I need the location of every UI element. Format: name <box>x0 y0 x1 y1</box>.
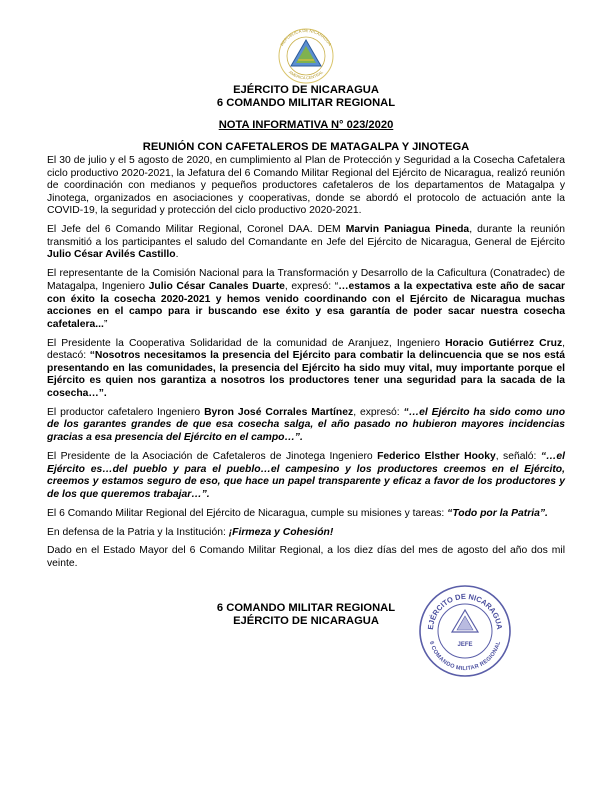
person-name: Julio César Avilés Castillo <box>47 249 176 261</box>
text-span: ” <box>103 318 108 330</box>
paragraph-5 <box>47 407 565 445</box>
motto: ¡Firmeza y Cohesión! <box>228 526 334 538</box>
paragraph-4 <box>47 338 565 401</box>
text-span: El productor cafetalero Ingeniero <box>47 406 205 418</box>
paragraph-9: Dado en el Estado Mayor del 6 Comando Militar Regional, a los diez días del mes de agosto del año dos mil veinte. <box>47 545 565 569</box>
signature-command: 6 COMANDO MILITAR REGIONAL <box>216 602 396 614</box>
person-name: Federico Elsther Hooky <box>377 450 496 462</box>
text-span: El Jefe del 6 Comando Militar Regional, Coronel DAA. DEM <box>47 224 346 236</box>
paragraph-1: El 30 de julio y el 5 agosto de 2020, en cumplimiento al Plan de Protección y Seguridad a la Cosecha Cafetalera ciclo productivo 2020-2021, la Jefatura del 6 Comando Militar Regional del Ejército de Nicaragua, realizó reunión de coordinación con medianos y pequeños productores cafetaleros de los departamentos de Matagalpa y Jinotega, organizados en asociaciones y cooperativas, donde se abordó el protocolo de actuación ante la COVID-19, la seguridad y protección del ciclo productivo 2020-2021. <box>47 155 565 217</box>
quote: …estamos a la expectativa este año de sacar con éxito la cosecha 2020-2021 y hemos venido coordinando con el Ejército de Nicaragua muchas acciones en el campo para ir buscando ese éxito y esa garantía de poder sacar nuestra cosecha cafetalera... <box>47 280 565 330</box>
text-span: , expresó: “ <box>284 280 339 292</box>
quote: “…el Ejército es…del pueblo y para el pueblo…el campesino y los productores creemos en el Ejército, creemos y estamos seguro de eso, que hace un papel transparente y eficaz a favor de los productores y de los que queremos trabajar…”. <box>47 450 565 500</box>
quote: “…el Ejército ha sido como uno de los garantes grandes de que esa cosecha salga, el año pasado no hubieron mayores incidencias gracias a esa presencia del Ejército en el campo…”. <box>47 406 566 444</box>
text-span: , durante la reunión transmitió a los participantes el saludo del Comandante en Jefe del Ejército de Nicaragua, General de Ejército <box>47 224 565 248</box>
text-span: , destacó: <box>47 337 566 362</box>
person-name: Marvin Paniagua Pineda <box>345 224 470 236</box>
text-span: El Presidente de la Asociación de Cafetaleros de Jinotega Ingeniero <box>47 450 378 462</box>
text-span: , señaló: <box>495 450 541 462</box>
header-army-name: EJÉRCITO DE NICARAGUA <box>233 84 379 96</box>
svg-text:EJÉRCITO DE NICARAGUA: EJÉRCITO DE NICARAGUA <box>425 591 505 631</box>
paragraph-8 <box>47 527 565 540</box>
text-span: En defensa de la Patria y la Institución: <box>47 526 229 538</box>
signature-army: EJÉRCITO DE NICARAGUA <box>233 615 379 627</box>
paragraph-2 <box>47 224 565 262</box>
seal-center-text: JEFE <box>457 642 473 648</box>
text-span: El Presidente la Cooperativa Solidaridad de la comunidad de Aranjuez, Ingeniero <box>47 337 446 349</box>
paragraph-7 <box>47 508 565 521</box>
quote: “Nosotros necesitamos la presencia del Ejército para combatir la delincuencia que se nos está presentando en las comunidades, la presencia del Ejército ha sido muy vital, muy importante porque el Ejército es quien nos garantiza a nosotros los productores tener una seguridad para la sacada de la cosecha…”. <box>47 350 566 399</box>
note-body <box>47 155 565 577</box>
header-command-name: 6 COMANDO MILITAR REGIONAL <box>216 97 396 109</box>
motto: “Todo por la Patria”. <box>447 507 548 519</box>
svg-text:REPUBLICA DE NICARAGUA: REPUBLICA DE NICARAGUA <box>279 28 333 47</box>
person-name: Horacio Gutiérrez Cruz <box>445 337 563 349</box>
svg-text:AMERICA CENTRAL: AMERICA CENTRAL <box>288 69 324 81</box>
nicaragua-coat-of-arms-icon <box>271 28 341 84</box>
text-span: , expresó: <box>353 406 404 418</box>
text-span: El 6 Comando Militar Regional del Ejército de Nicaragua, cumple su misiones y tareas: <box>47 507 448 519</box>
paragraph-6 <box>47 451 565 501</box>
note-subtitle: REUNIÓN CON CAFETALEROS DE MATAGALPA Y JINOTEGA <box>142 141 470 153</box>
svg-text:6 COMANDO MILITAR REGIONAL: 6 COMANDO MILITAR REGIONAL <box>427 640 503 673</box>
official-seal-icon <box>418 584 512 678</box>
person-name: Julio César Canales Duarte <box>148 280 285 292</box>
text-span: . <box>175 249 179 261</box>
paragraph-3 <box>47 268 565 331</box>
person-name: Byron José Corrales Martínez <box>204 406 354 418</box>
note-title: NOTA INFORMATIVA N° 023/2020 <box>218 119 394 131</box>
text-span: El representante de la Comisión Nacional para la Transformación y Desarrollo de la Caficultura (Conatradec) de Matagalpa, Ingeniero <box>47 268 565 292</box>
